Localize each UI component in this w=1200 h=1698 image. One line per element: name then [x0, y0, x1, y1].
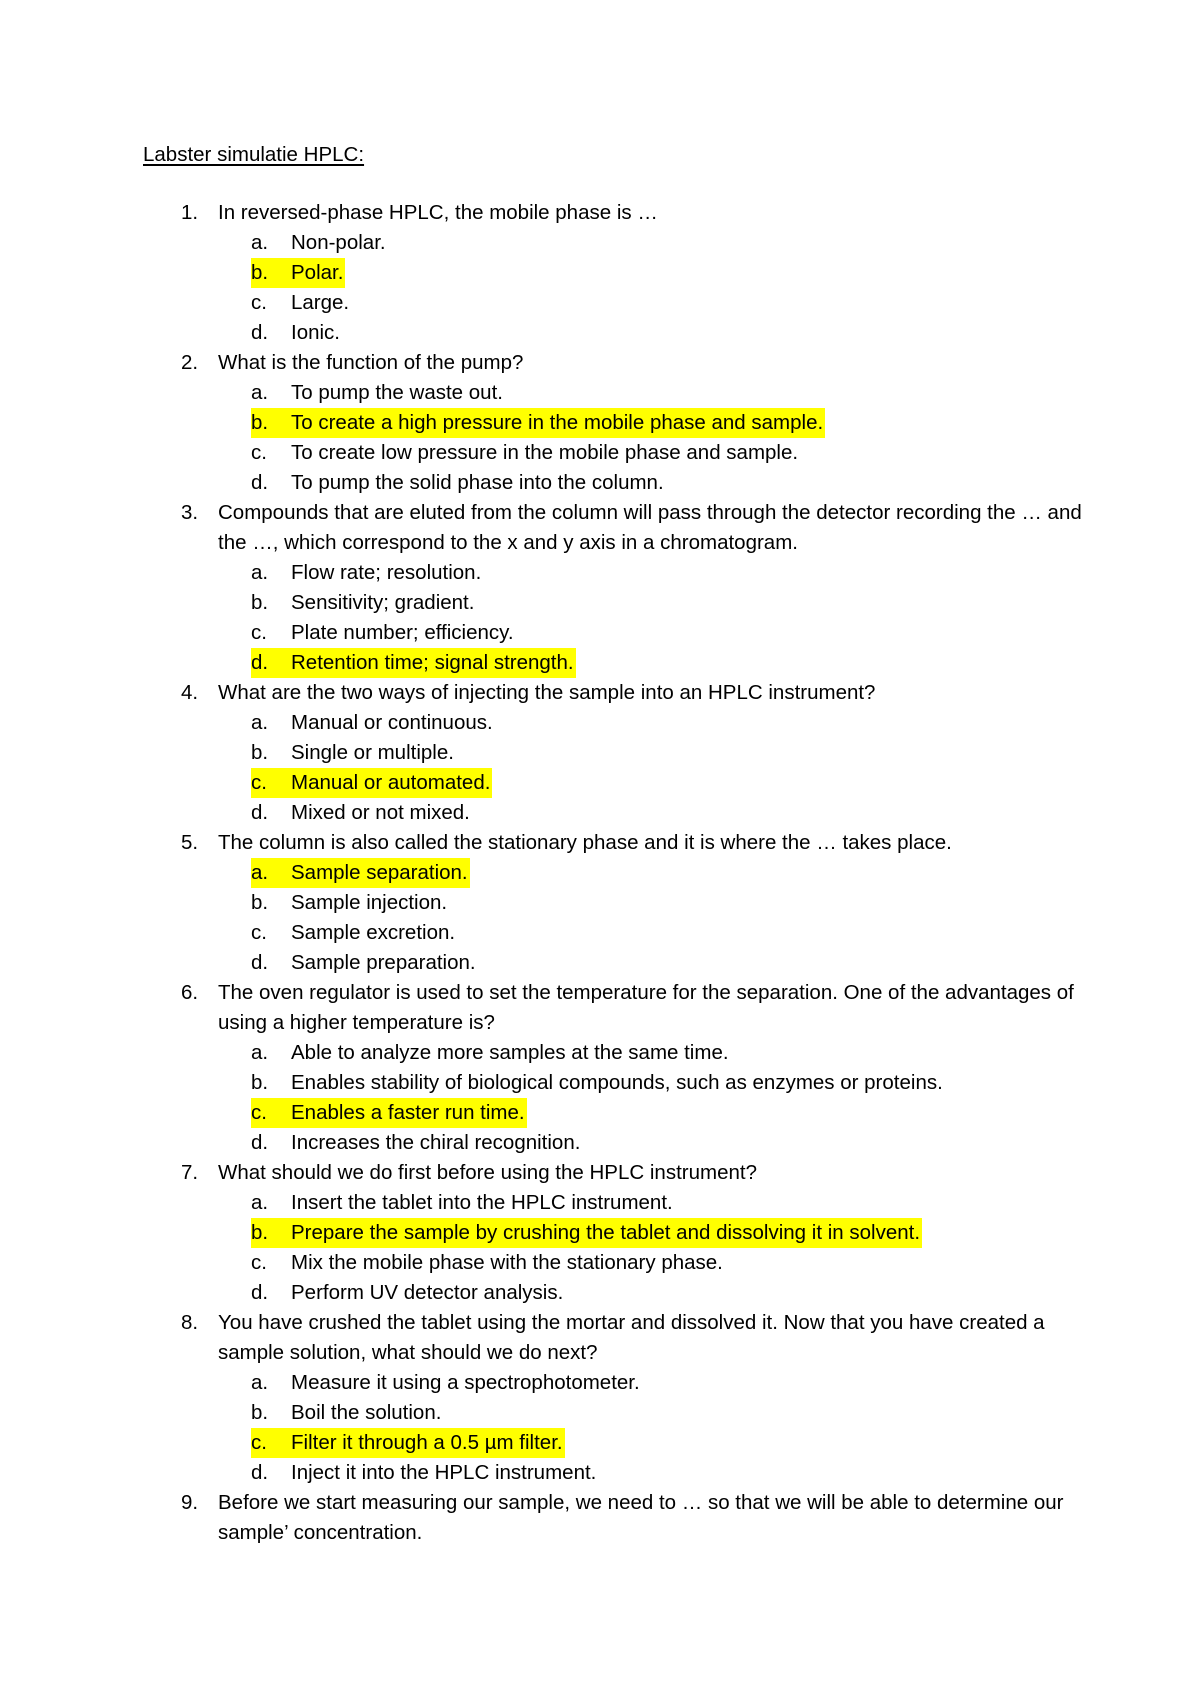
option-list: [218, 558, 1083, 678]
question-text: In reversed-phase HPLC, the mobile phase is …: [218, 201, 658, 224]
option-text: Insert the tablet into the HPLC instrument.: [291, 1191, 673, 1214]
option-text: Sample excretion.: [291, 921, 456, 944]
option-text: Sensitivity; gradient.: [291, 591, 475, 614]
option-text: Ionic.: [291, 321, 340, 344]
question-item: [143, 1308, 1083, 1488]
answer-option: [218, 588, 1083, 618]
question-item: [143, 1488, 1083, 1548]
question-number: 8.: [181, 1311, 199, 1334]
option-row: [251, 258, 345, 288]
option-row: [218, 1458, 1083, 1488]
option-text: Mixed or not mixed.: [291, 801, 470, 824]
question-item: [143, 828, 1083, 978]
option-row: [251, 858, 470, 888]
option-row: [218, 318, 1083, 348]
option-row: [218, 438, 1083, 468]
option-text: Retention time; signal strength.: [291, 651, 574, 674]
question-number: 7.: [181, 1161, 199, 1184]
question-item: [143, 678, 1083, 828]
option-letter: d.: [251, 1131, 269, 1154]
option-letter: c.: [251, 921, 267, 944]
answer-option: [218, 1038, 1083, 1068]
option-row: [218, 738, 1083, 768]
question-text: The column is also called the stationary phase and it is where the … takes place.: [218, 831, 952, 854]
option-letter: c.: [251, 621, 267, 644]
option-list: [218, 228, 1083, 348]
question-text: You have crushed the tablet using the mortar and dissolved it. Now that you have created a sample solution, what should we do next?: [218, 1311, 1045, 1364]
option-row: [251, 1428, 565, 1458]
option-row: [251, 768, 492, 798]
answer-option: [218, 378, 1083, 408]
answer-option: [218, 1188, 1083, 1218]
option-letter: a.: [251, 861, 269, 884]
option-letter: c.: [251, 1431, 267, 1454]
option-letter: a.: [251, 1371, 269, 1394]
answer-option-highlighted: [218, 1218, 1083, 1248]
option-row: [218, 1188, 1083, 1218]
option-row: [218, 1128, 1083, 1158]
answer-option: [218, 288, 1083, 318]
document-page: [143, 140, 1083, 1548]
answer-option: [218, 558, 1083, 588]
question-item: [143, 198, 1083, 348]
question-text: What should we do first before using the HPLC instrument?: [218, 1161, 757, 1184]
option-list: [218, 1038, 1083, 1158]
option-letter: c.: [251, 1101, 267, 1124]
option-row: [218, 1278, 1083, 1308]
answer-option-highlighted: [218, 768, 1083, 798]
answer-option-highlighted: [218, 858, 1083, 888]
option-letter: c.: [251, 441, 267, 464]
question-text: Compounds that are eluted from the column will pass through the detector recording the … and the …, which correspond to the x and y axis in a chromatogram.: [218, 501, 1082, 554]
option-letter: b.: [251, 591, 269, 614]
option-row: [218, 1368, 1083, 1398]
option-text: Enables stability of biological compounds, such as enzymes or proteins.: [291, 1071, 943, 1094]
option-text: Enables a faster run time.: [291, 1101, 525, 1124]
option-row: [251, 408, 825, 438]
option-letter: a.: [251, 1191, 269, 1214]
question-item: [143, 498, 1083, 678]
option-row: [218, 1248, 1083, 1278]
answer-option: [218, 708, 1083, 738]
option-row: [218, 798, 1083, 828]
option-row: [218, 708, 1083, 738]
option-row: [251, 1098, 527, 1128]
option-row: [218, 618, 1083, 648]
option-text: Prepare the sample by crushing the tablet and dissolving it in solvent.: [291, 1221, 921, 1244]
option-list: [218, 1188, 1083, 1308]
option-row: [218, 948, 1083, 978]
question-list: [143, 198, 1083, 1548]
answer-option-highlighted: [218, 648, 1083, 678]
option-letter: d.: [251, 471, 269, 494]
question-text: What is the function of the pump?: [218, 351, 524, 374]
option-letter: a.: [251, 381, 269, 404]
answer-option: [218, 1068, 1083, 1098]
option-text: Large.: [291, 291, 350, 314]
option-row: [218, 1038, 1083, 1068]
option-text: To pump the waste out.: [291, 381, 503, 404]
document-title: Labster simulatie HPLC:: [143, 143, 365, 166]
option-letter: d.: [251, 1461, 269, 1484]
answer-option: [218, 948, 1083, 978]
option-text: Non-polar.: [291, 231, 386, 254]
option-letter: d.: [251, 801, 269, 824]
option-row: [218, 228, 1083, 258]
option-letter: b.: [251, 261, 269, 284]
option-letter: b.: [251, 741, 269, 764]
question-item: [143, 978, 1083, 1158]
question-item: [143, 1158, 1083, 1308]
option-letter: c.: [251, 1251, 267, 1274]
option-list: [218, 708, 1083, 828]
option-text: Sample injection.: [291, 891, 448, 914]
answer-option: [218, 1398, 1083, 1428]
option-list: [218, 858, 1083, 978]
option-row: [218, 1068, 1083, 1098]
question-number: 9.: [181, 1491, 199, 1514]
option-text: Manual or automated.: [291, 771, 491, 794]
option-row: [218, 588, 1083, 618]
option-text: Sample separation.: [291, 861, 468, 884]
option-text: Sample preparation.: [291, 951, 476, 974]
option-text: To pump the solid phase into the column.: [291, 471, 664, 494]
option-text: Polar.: [291, 261, 344, 284]
option-letter: b.: [251, 1401, 269, 1424]
answer-option: [218, 738, 1083, 768]
answer-option: [218, 918, 1083, 948]
question-item: [143, 348, 1083, 498]
option-row: [218, 918, 1083, 948]
option-text: Measure it using a spectrophotometer.: [291, 1371, 640, 1394]
option-text: Filter it through a 0.5 µm filter.: [291, 1431, 563, 1454]
option-letter: d.: [251, 651, 269, 674]
option-text: Plate number; efficiency.: [291, 621, 514, 644]
option-letter: b.: [251, 1221, 269, 1244]
option-letter: b.: [251, 891, 269, 914]
option-text: To create low pressure in the mobile phase and sample.: [291, 441, 799, 464]
question-number: 6.: [181, 981, 199, 1004]
option-letter: d.: [251, 321, 269, 344]
question-text: Before we start measuring our sample, we need to … so that we will be able to determine our sample’ concentration.: [218, 1491, 1064, 1544]
answer-option: [218, 1368, 1083, 1398]
option-row: [218, 378, 1083, 408]
option-letter: d.: [251, 1281, 269, 1304]
option-row: [218, 1398, 1083, 1428]
option-text: Flow rate; resolution.: [291, 561, 482, 584]
answer-option: [218, 798, 1083, 828]
option-letter: c.: [251, 771, 267, 794]
answer-option: [218, 468, 1083, 498]
answer-option: [218, 618, 1083, 648]
option-row: [218, 888, 1083, 918]
question-number: 5.: [181, 831, 199, 854]
option-row: [218, 288, 1083, 318]
question-text: What are the two ways of injecting the sample into an HPLC instrument?: [218, 681, 876, 704]
option-text: Able to analyze more samples at the same time.: [291, 1041, 729, 1064]
answer-option: [218, 1128, 1083, 1158]
option-row: [251, 1218, 922, 1248]
option-text: Manual or continuous.: [291, 711, 493, 734]
option-text: To create a high pressure in the mobile phase and sample.: [291, 411, 824, 434]
answer-option: [218, 318, 1083, 348]
option-letter: a.: [251, 231, 269, 254]
answer-option-highlighted: [218, 258, 1083, 288]
option-list: [218, 1368, 1083, 1488]
question-text: The oven regulator is used to set the temperature for the separation. One of the advantages of using a higher temperature is?: [218, 981, 1074, 1034]
answer-option-highlighted: [218, 1428, 1083, 1458]
option-letter: a.: [251, 711, 269, 734]
option-letter: b.: [251, 411, 269, 434]
answer-option-highlighted: [218, 408, 1083, 438]
question-number: 1.: [181, 201, 199, 224]
option-row: [218, 558, 1083, 588]
answer-option: [218, 438, 1083, 468]
answer-option: [218, 888, 1083, 918]
option-letter: a.: [251, 1041, 269, 1064]
option-text: Boil the solution.: [291, 1401, 442, 1424]
option-list: [218, 378, 1083, 498]
option-row: [218, 468, 1083, 498]
option-text: Perform UV detector analysis.: [291, 1281, 564, 1304]
option-letter: b.: [251, 1071, 269, 1094]
answer-option: [218, 1248, 1083, 1278]
answer-option: [218, 1278, 1083, 1308]
answer-option: [218, 228, 1083, 258]
option-letter: d.: [251, 951, 269, 974]
option-letter: a.: [251, 561, 269, 584]
answer-option-highlighted: [218, 1098, 1083, 1128]
question-number: 2.: [181, 351, 199, 374]
answer-option: [218, 1458, 1083, 1488]
question-number: 4.: [181, 681, 199, 704]
option-text: Inject it into the HPLC instrument.: [291, 1461, 597, 1484]
option-text: Mix the mobile phase with the stationary phase.: [291, 1251, 723, 1274]
option-letter: c.: [251, 291, 267, 314]
question-number: 3.: [181, 501, 199, 524]
option-text: Increases the chiral recognition.: [291, 1131, 581, 1154]
option-text: Single or multiple.: [291, 741, 454, 764]
option-row: [251, 648, 576, 678]
